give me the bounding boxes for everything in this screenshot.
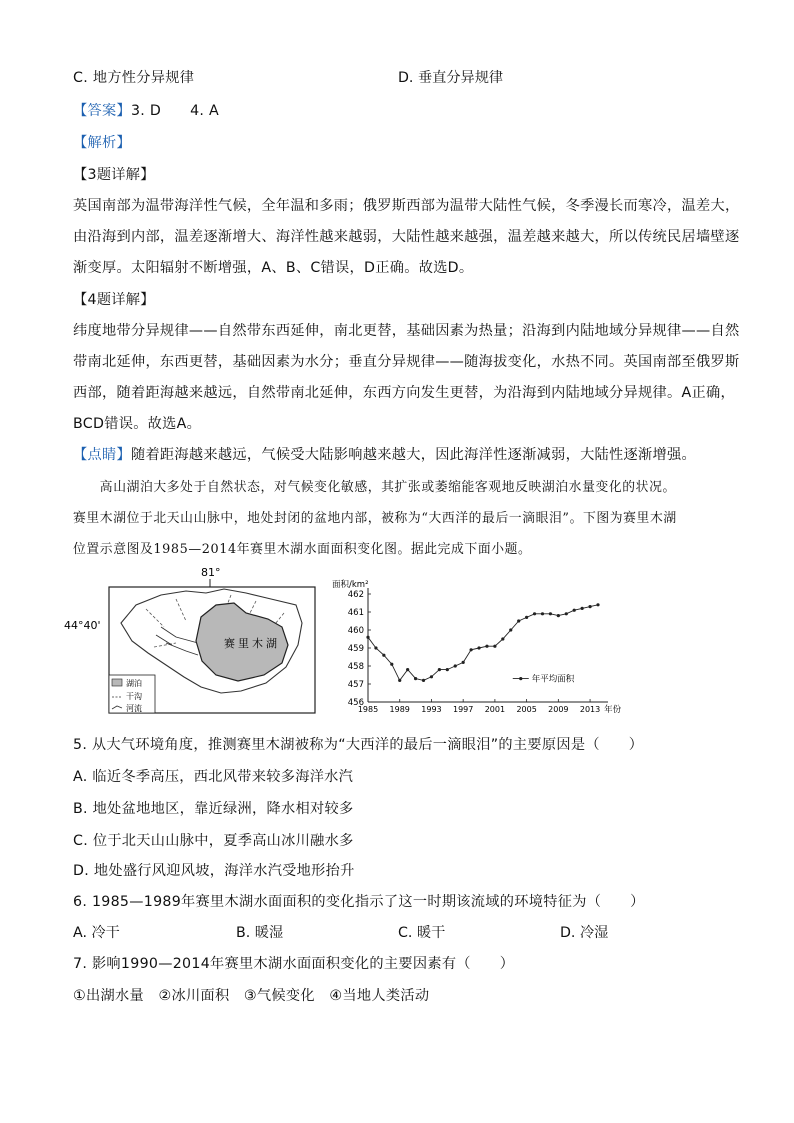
legend-lake: 湖泊 [126, 679, 142, 688]
data-point [398, 679, 401, 682]
data-point [493, 645, 496, 648]
legend-gully: 干沟 [126, 692, 142, 701]
data-point [462, 661, 465, 664]
q4-line: 西部，随着距海越来越远，自然带南北延伸，东西方向发生更替，为沿海到内陆地域分异规律。A正确， [73, 385, 735, 401]
y-tick-label: 462 [347, 590, 364, 600]
chart-xlabel: 年份 [604, 705, 622, 715]
analysis-label: 【解析】 [73, 135, 131, 151]
q6-stem: 6. 1985—1989年赛里木湖水面面积的变化指示了这一时期该流域的环境特征为（ ） [73, 894, 645, 910]
q5-option-b[interactable]: B. 地处盆地地区，靠近绿洲，降水相对较多 [73, 801, 354, 817]
data-point [501, 637, 504, 640]
lake-location-map [64, 565, 321, 717]
answer-label: 【答案】 [73, 103, 131, 119]
q7-stem: 7. 影响1990—2014年赛里木湖水面面积变化的主要因素有（ ） [73, 956, 515, 972]
data-point [366, 636, 369, 639]
legend-series-name: 年平均面积 [531, 674, 575, 685]
q6-option-a[interactable]: A. 冷干 [73, 925, 120, 941]
x-tick-label: 2009 [548, 705, 569, 714]
q4-label: 【4题详解】 [73, 292, 155, 308]
option-c: C. 地方性分异规律 [73, 70, 195, 86]
y-tick-label: 456 [347, 698, 364, 708]
data-point [485, 645, 488, 648]
legend-river: 河流 [126, 704, 142, 713]
data-point [517, 619, 520, 622]
data-point [454, 664, 457, 667]
answer-text: 3. D 4. A [130, 103, 220, 119]
data-point [477, 646, 480, 649]
answer-line [73, 100, 219, 120]
q6-option-c[interactable]: C. 暖干 [398, 925, 446, 941]
tip-line [73, 444, 696, 464]
lake-area-chart [330, 578, 630, 720]
data-point [581, 607, 584, 610]
y-tick-label: 458 [347, 662, 364, 672]
data-point [470, 648, 473, 651]
q3-line: 英国南部为温带海洋性气候，全年温和多雨；俄罗斯西部为温带大陆性气候，冬季漫长而寒冷，温差大， [73, 198, 740, 214]
data-point [390, 663, 393, 666]
data-point [422, 679, 425, 682]
q5-option-d[interactable]: D. 地处盛行风迎风坡，海洋水汽受地形抬升 [73, 863, 355, 879]
data-point [382, 654, 385, 657]
data-point [430, 675, 433, 678]
data-point [573, 609, 576, 612]
legend-lake-swatch [112, 679, 122, 686]
q6-option-d[interactable]: D. 冷湿 [560, 925, 609, 941]
x-tick-label: 1985 [357, 705, 379, 714]
option-d: D. 垂直分异规律 [398, 70, 504, 86]
y-tick-label: 457 [347, 680, 364, 690]
series-line [368, 605, 598, 681]
data-point [374, 646, 377, 649]
data-point [446, 668, 449, 671]
q5-option-a[interactable]: A. 临近冬季高压，西北风带来较多海洋水汽 [73, 769, 354, 785]
x-tick-label: 2001 [484, 705, 506, 714]
data-point [541, 612, 544, 615]
q3-label: 【3题详解】 [73, 167, 155, 183]
longitude-label: 81° [201, 566, 221, 579]
intro-line: 高山湖泊大多处于自然状态，对气候变化敏感，其扩张或萎缩能客观地反映湖泊水量变化的状况。 [73, 480, 676, 495]
q5-option-c[interactable]: C. 位于北天山山脉中，夏季高山冰川融水多 [73, 833, 354, 849]
q3-line: 渐变厚。太阳辐射不断增强，A、B、C错误，D正确。故选D。 [73, 260, 474, 276]
data-point [565, 612, 568, 615]
data-point [525, 616, 528, 619]
x-tick-label: 1989 [389, 705, 410, 714]
x-tick-label: 2005 [516, 705, 537, 714]
data-point [549, 612, 552, 615]
data-point [533, 612, 536, 615]
latitude-label: 44°40' [64, 619, 101, 632]
q4-line: 纬度地带分异规律——自然带东西延伸，南北更替，基础因素为热量；沿海到内陆地域分异规律——自然 [73, 323, 740, 339]
q7-items: ①出湖水量 ②冰川面积 ③气候变化 ④当地人类活动 [73, 988, 430, 1004]
tip-text: 随着距海越来越远，气候受大陆影响越来越大，因此海洋性逐渐减弱，大陆性逐渐增强。 [130, 447, 696, 463]
x-tick-label: 1993 [421, 705, 442, 714]
q6-option-b[interactable]: B. 暖湿 [236, 925, 284, 941]
q4-line: BCD错误。故选A。 [73, 416, 202, 432]
data-point [509, 628, 512, 631]
intro-line: 赛里木湖位于北天山山脉中，地处封闭的盆地内部，被称为“大西洋的最后一滴眼泪”。下图为赛里木湖 [73, 511, 677, 526]
data-point [438, 668, 441, 671]
data-point [414, 677, 417, 680]
q5-stem: 5. 从大气环境角度，推测赛里木湖被称为“大西洋的最后一滴眼泪”的主要原因是（ ） [73, 737, 644, 753]
y-tick-label: 460 [347, 626, 364, 636]
y-tick-label: 461 [347, 608, 364, 618]
x-tick-label: 1997 [452, 705, 474, 714]
q3-line: 由沿海到内部，温差逐渐增大、海洋性越来越弱，大陆性越来越强，温差越来越大，所以传统民居墙壁逐 [73, 229, 740, 245]
lake-label: 赛里木湖 [224, 637, 280, 650]
data-point [406, 668, 409, 671]
y-tick-label: 459 [347, 644, 364, 654]
data-point [588, 605, 591, 608]
chart-ylabel: 面积/km² [332, 580, 369, 590]
intro-line: 位置示意图及1985—2014年赛里木湖水面面积变化图。据此完成下面小题。 [73, 542, 532, 557]
q4-line: 带南北延伸，东西更替，基础因素为水分；垂直分异规律——随海拔变化，水热不同。英国南部至俄罗斯 [73, 354, 740, 370]
x-tick-label: 2013 [579, 705, 601, 714]
data-point [596, 603, 599, 606]
tip-label: 【点睛】 [73, 447, 131, 463]
data-point [557, 614, 560, 617]
